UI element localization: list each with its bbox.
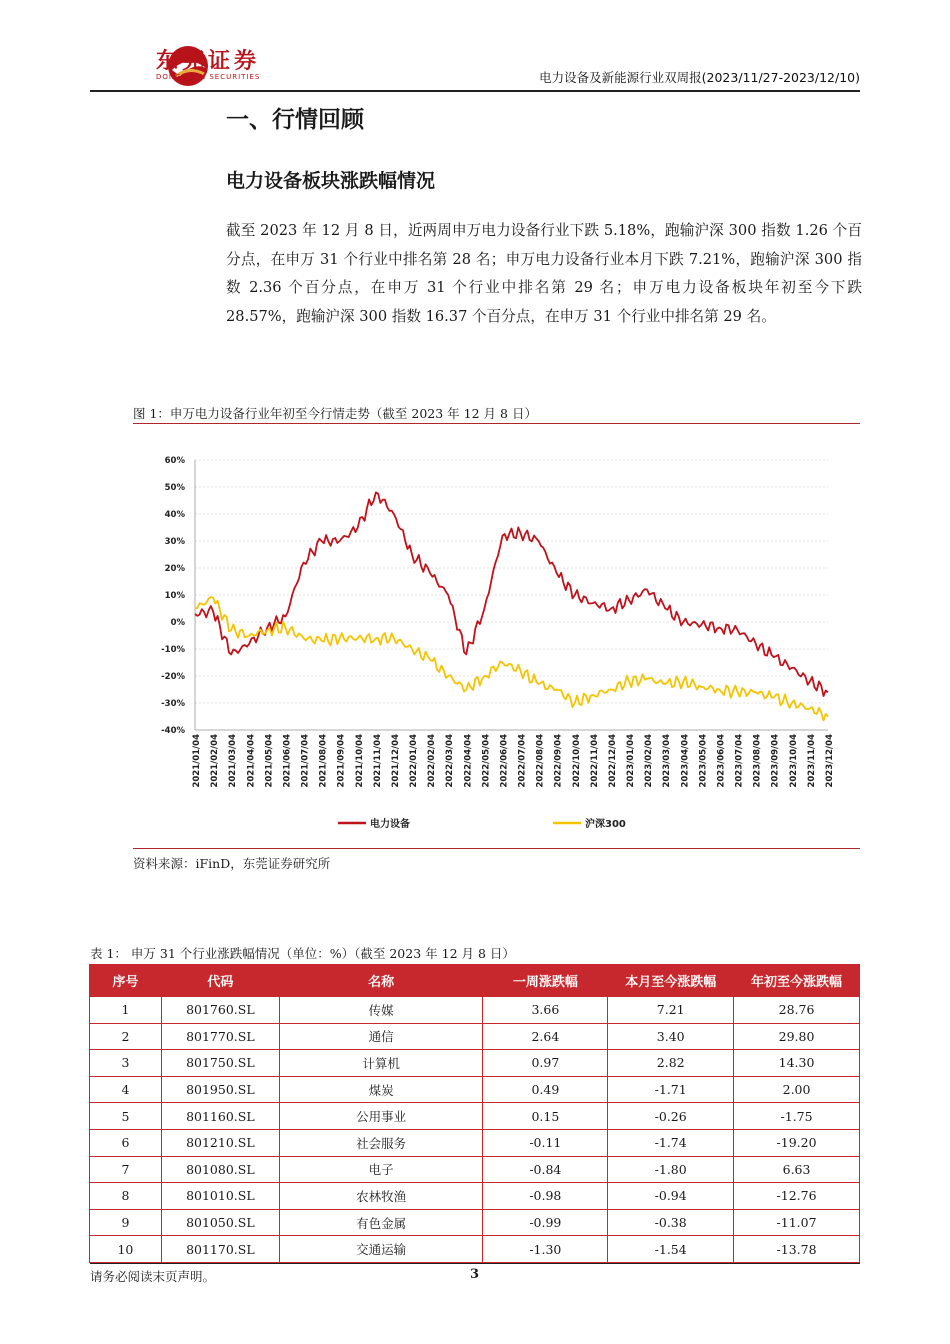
row-code: 801170.SL (161, 1236, 279, 1263)
header-divider (90, 90, 860, 92)
row-index: 1 (90, 997, 162, 1024)
row-code: 801950.SL (161, 1076, 279, 1103)
row-month: -1.74 (608, 1129, 734, 1156)
row-code: 801750.SL (161, 1050, 279, 1077)
row-month: -1.71 (608, 1076, 734, 1103)
series-line-csi300 (195, 597, 828, 721)
row-index: 7 (90, 1156, 162, 1183)
row-week: 2.64 (483, 1023, 608, 1050)
row-name: 交通运输 (279, 1236, 483, 1263)
row-month: -0.26 (608, 1103, 734, 1130)
x-tick-label: 2021/09/04 (336, 734, 347, 788)
table-row (90, 997, 860, 1024)
table-row (90, 1076, 860, 1103)
row-week: -0.98 (483, 1183, 608, 1210)
row-ytd: -11.07 (734, 1209, 860, 1236)
row-code: 801760.SL (161, 997, 279, 1024)
x-tick-label: 2023/10/04 (788, 734, 799, 788)
x-tick-label: 2023/02/04 (644, 734, 655, 788)
y-tick-label: -20% (161, 672, 185, 682)
row-ytd: -12.76 (734, 1183, 860, 1210)
row-week: 0.49 (483, 1076, 608, 1103)
header-ytd-change: 年初至今涨跌幅 (734, 965, 860, 997)
legend-label: 沪深300 (585, 819, 626, 830)
row-code: 801010.SL (161, 1183, 279, 1210)
row-code: 801210.SL (161, 1129, 279, 1156)
x-tick-label: 2022/08/04 (535, 734, 546, 788)
x-tick-label: 2022/03/04 (445, 734, 456, 788)
row-ytd: 6.63 (734, 1156, 860, 1183)
x-tick-label: 2022/11/04 (589, 734, 600, 788)
report-title: 电力设备及新能源行业双周报(2023/11/27-2023/12/10) (539, 70, 860, 85)
x-tick-label: 2023/04/04 (680, 734, 691, 788)
x-tick-label: 2021/11/04 (372, 734, 383, 788)
x-tick-label: 2021/04/04 (246, 734, 257, 788)
row-ytd: 14.30 (734, 1050, 860, 1077)
header-week-change: 一周涨跌幅 (483, 965, 608, 997)
y-tick-label: -30% (161, 699, 185, 709)
header-month-change: 本月至今涨跌幅 (608, 965, 734, 997)
row-ytd: -19.20 (734, 1129, 860, 1156)
table-row (90, 1156, 860, 1183)
row-week: -0.84 (483, 1156, 608, 1183)
x-tick-label: 2021/07/04 (300, 734, 311, 788)
y-tick-label: 40% (164, 510, 185, 520)
row-name: 计算机 (279, 1050, 483, 1077)
figure-bottom-rule (133, 848, 860, 849)
x-tick-label: 2023/03/04 (662, 734, 673, 788)
industry-table (89, 964, 860, 1263)
x-tick-label: 2021/12/04 (390, 734, 401, 788)
subsection-title: 电力设备板块涨跌幅情况 (226, 170, 436, 192)
y-tick-label: 60% (164, 456, 185, 466)
row-index: 8 (90, 1183, 162, 1210)
footer-divider (90, 1263, 860, 1264)
row-week: 0.97 (483, 1050, 608, 1077)
figure-top-rule (133, 423, 860, 424)
logo-subtext: DONGGUAN SECURITIES (156, 73, 261, 81)
table-row (90, 1183, 860, 1210)
row-ytd: 29.80 (734, 1023, 860, 1050)
x-tick-label: 2023/06/04 (716, 734, 727, 788)
row-code: 801770.SL (161, 1023, 279, 1050)
table-row (90, 1023, 860, 1050)
row-index: 9 (90, 1209, 162, 1236)
row-index: 3 (90, 1050, 162, 1077)
row-name: 传媒 (279, 997, 483, 1024)
y-tick-label: 50% (164, 483, 185, 493)
y-tick-label: -10% (161, 645, 185, 655)
y-tick-label: 0% (170, 618, 185, 628)
row-month: -1.54 (608, 1236, 734, 1263)
table-row (90, 1103, 860, 1130)
row-index: 4 (90, 1076, 162, 1103)
row-index: 6 (90, 1129, 162, 1156)
row-ytd: -1.75 (734, 1103, 860, 1130)
table-row (90, 1209, 860, 1236)
x-tick-label: 2023/09/04 (770, 734, 781, 788)
x-tick-label: 2023/12/04 (825, 734, 835, 788)
row-week: -0.11 (483, 1129, 608, 1156)
row-month: -1.80 (608, 1156, 734, 1183)
row-name: 通信 (279, 1023, 483, 1050)
figure-caption: 图 1：申万电力设备行业年初至今行情走势（截至 2023 年 12 月 8 日） (133, 406, 537, 421)
row-week: 0.15 (483, 1103, 608, 1130)
row-month: 2.82 (608, 1050, 734, 1077)
row-month: -0.38 (608, 1209, 734, 1236)
y-tick-label: 10% (164, 591, 185, 601)
x-tick-label: 2021/02/04 (210, 734, 221, 788)
row-name: 农林牧渔 (279, 1183, 483, 1210)
header-index: 序号 (90, 965, 162, 997)
header-code: 代码 (161, 965, 279, 997)
table-row (90, 1129, 860, 1156)
x-tick-label: 2021/10/04 (354, 734, 365, 788)
summary-paragraph: 截至 2023 年 12 月 8 日，近两周申万电力设备行业下跌 5.18%，跑输沪深 300 指数 1.26 个百分点，在申万 31 个行业中排名第 28 名；申万电力设备行业本月下跌 7.21%，跑输沪深 300 指数 2.36 个百分点，在申万 31 个行业中排名第 29 名；申万电力设备板块年初至今下跌 28.57%，跑输沪深 300 指数 16.37 个百分点，在申万 31 个行业中排名第 29 名。 (226, 222, 862, 325)
row-index: 10 (90, 1236, 162, 1263)
x-tick-label: 2022/02/04 (427, 734, 438, 788)
figure-source: 资料来源：iFinD，东莞证券研究所 (133, 856, 331, 871)
row-ytd: 2.00 (734, 1076, 860, 1103)
x-tick-label: 2023/08/04 (752, 734, 763, 788)
row-code: 801160.SL (161, 1103, 279, 1130)
x-tick-label: 2022/05/04 (481, 734, 492, 788)
x-tick-label: 2022/09/04 (553, 734, 564, 788)
footer-disclaimer: 请务必阅读末页声明。 (90, 1269, 216, 1284)
x-tick-label: 2022/04/04 (463, 734, 474, 788)
x-tick-label: 2022/10/04 (571, 734, 582, 788)
y-tick-label: -40% (161, 726, 185, 736)
row-week: -1.30 (483, 1236, 608, 1263)
row-name: 公用事业 (279, 1103, 483, 1130)
row-week: 3.66 (483, 997, 608, 1024)
page-number: 3 (470, 1267, 480, 1282)
x-tick-label: 2023/11/04 (806, 734, 817, 788)
table-caption: 表 1： 申万 31 个行业涨跌幅情况（单位：%）（截至 2023 年 12 月 8 日） (90, 946, 515, 961)
x-tick-label: 2022/01/04 (409, 734, 420, 788)
logo-text: 东莞证券 (156, 49, 261, 74)
x-tick-label: 2021/05/04 (264, 734, 275, 788)
row-ytd: -13.78 (734, 1236, 860, 1263)
table-row (90, 1236, 860, 1263)
row-index: 5 (90, 1103, 162, 1130)
x-tick-label: 2021/03/04 (228, 734, 239, 788)
row-code: 801050.SL (161, 1209, 279, 1236)
row-name: 电子 (279, 1156, 483, 1183)
line-chart (133, 440, 860, 845)
section-title: 一、行情回顾 (226, 107, 364, 133)
x-tick-label: 2021/08/04 (318, 734, 329, 788)
x-tick-label: 2023/01/04 (626, 734, 637, 788)
y-tick-label: 20% (164, 564, 185, 574)
table-row (90, 1050, 860, 1077)
x-tick-label: 2022/12/04 (607, 734, 618, 788)
row-week: -0.99 (483, 1209, 608, 1236)
row-index: 2 (90, 1023, 162, 1050)
row-name: 有色金属 (279, 1209, 483, 1236)
row-name: 煤炭 (279, 1076, 483, 1103)
row-month: 7.21 (608, 997, 734, 1024)
row-name: 社会服务 (279, 1129, 483, 1156)
x-tick-label: 2023/07/04 (734, 734, 745, 788)
header-name: 名称 (279, 965, 483, 997)
y-tick-label: 30% (164, 537, 185, 547)
row-ytd: 28.76 (734, 997, 860, 1024)
x-tick-label: 2022/06/04 (499, 734, 510, 788)
row-code: 801080.SL (161, 1156, 279, 1183)
x-tick-label: 2021/06/04 (282, 734, 293, 788)
table-header-row (90, 965, 860, 997)
row-month: 3.40 (608, 1023, 734, 1050)
row-month: -0.94 (608, 1183, 734, 1210)
x-tick-label: 2022/07/04 (517, 734, 528, 788)
x-tick-label: 2023/05/04 (698, 734, 709, 788)
x-tick-label: 2021/01/04 (192, 734, 202, 788)
legend-label: 电力设备 (370, 819, 410, 830)
